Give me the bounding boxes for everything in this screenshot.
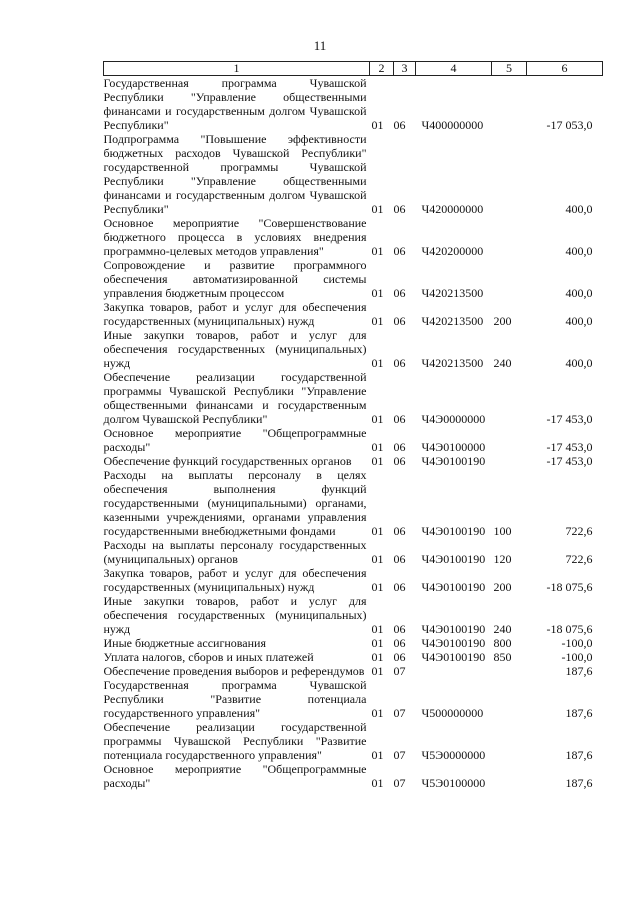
row-section: 01 bbox=[371, 580, 384, 594]
table-row bbox=[104, 258, 603, 300]
row-section: 01 bbox=[371, 524, 384, 538]
row-subsection: 07 bbox=[393, 748, 406, 762]
row-amount: 187,6 bbox=[565, 748, 593, 762]
row-section: 01 bbox=[371, 706, 384, 720]
row-target-article bbox=[416, 664, 492, 678]
row-subsection: 06 bbox=[393, 118, 406, 132]
row-amount: -17 453,0 bbox=[546, 412, 593, 426]
row-section: 01 bbox=[371, 202, 384, 216]
row-subsection: 06 bbox=[393, 356, 406, 370]
row-amount: 400,0 bbox=[565, 356, 593, 370]
row-subsection: 07 bbox=[393, 664, 406, 678]
row-section: 01 bbox=[371, 636, 384, 650]
page-number: 11 bbox=[313, 38, 327, 53]
row-amount: 187,6 bbox=[565, 776, 593, 790]
row-expense-type bbox=[492, 258, 527, 300]
row-target-article: Ч4Э0100190 bbox=[421, 580, 486, 594]
row-section: 01 bbox=[371, 650, 384, 664]
header-col-5: 5 bbox=[492, 62, 527, 76]
row-target-article: Ч420000000 bbox=[421, 202, 484, 216]
row-amount: -18 075,6 bbox=[546, 580, 593, 594]
row-section: 01 bbox=[371, 776, 384, 790]
table-row bbox=[104, 132, 603, 216]
table-row bbox=[104, 328, 603, 370]
row-target-article: Ч4Э0100190 bbox=[421, 524, 486, 538]
table-body bbox=[104, 76, 603, 791]
row-section: 01 bbox=[371, 356, 384, 370]
row-subsection: 06 bbox=[393, 314, 406, 328]
row-expense-type: 100 bbox=[493, 524, 512, 538]
row-subsection: 06 bbox=[393, 636, 406, 650]
row-name: Расходы на выплаты персоналу в целях обеспечения выполнения функций государственными (муниципальными) органами, казенными учреждениями, органами управления государственными внебюджетными фондами bbox=[103, 468, 367, 538]
row-amount: -17 453,0 bbox=[546, 454, 593, 468]
row-name: Обеспечение функций государственных органов bbox=[103, 454, 352, 468]
row-subsection: 06 bbox=[393, 552, 406, 566]
row-target-article: Ч5Э0100000 bbox=[421, 776, 486, 790]
row-subsection: 06 bbox=[393, 650, 406, 664]
row-target-article: Ч420213500 bbox=[421, 286, 484, 300]
row-name: Иные закупки товаров, работ и услуг для обеспечения государственных (муниципальных) нужд bbox=[103, 594, 367, 636]
table-row bbox=[104, 468, 603, 538]
row-subsection: 06 bbox=[393, 580, 406, 594]
table-row bbox=[104, 76, 603, 133]
header-col-2: 2 bbox=[370, 62, 394, 76]
header-col-1: 1 bbox=[104, 62, 370, 76]
row-section: 01 bbox=[371, 664, 384, 678]
row-target-article: Ч4Э0100190 bbox=[421, 636, 486, 650]
row-target-article: Ч4Э0100190 bbox=[421, 622, 486, 636]
row-section: 01 bbox=[371, 118, 384, 132]
row-amount: 400,0 bbox=[565, 286, 593, 300]
row-target-article: Ч4Э0000000 bbox=[421, 412, 486, 426]
row-target-article: Ч4Э0100190 bbox=[421, 650, 486, 664]
row-name: Основное мероприятие "Общепрограммные расходы" bbox=[103, 426, 367, 454]
row-amount: -18 075,6 bbox=[546, 622, 593, 636]
row-name: Основное мероприятие "Общепрограммные расходы" bbox=[103, 762, 367, 790]
row-amount: 400,0 bbox=[565, 202, 593, 216]
row-target-article: Ч4Э0100000 bbox=[421, 440, 486, 454]
row-name: Государственная программа Чувашской Республики "Развитие потенциала государственного управления" bbox=[103, 678, 367, 720]
row-target-article: Ч400000000 bbox=[421, 118, 484, 132]
row-expense-type: 200 bbox=[493, 580, 512, 594]
row-expense-type bbox=[492, 454, 527, 468]
row-expense-type: 850 bbox=[493, 650, 512, 664]
table-row bbox=[104, 216, 603, 258]
row-section: 01 bbox=[371, 412, 384, 426]
row-name: Уплата налогов, сборов и иных платежей bbox=[103, 650, 314, 664]
table-row bbox=[104, 720, 603, 762]
table-row bbox=[104, 664, 603, 678]
row-expense-type bbox=[492, 216, 527, 258]
row-target-article: Ч5Э0000000 bbox=[421, 748, 486, 762]
row-section: 01 bbox=[371, 314, 384, 328]
row-amount: 187,6 bbox=[565, 706, 593, 720]
row-section: 01 bbox=[371, 454, 384, 468]
table-row bbox=[104, 636, 603, 650]
row-section: 01 bbox=[371, 552, 384, 566]
row-expense-type bbox=[492, 76, 527, 133]
row-section: 01 bbox=[371, 244, 384, 258]
row-expense-type bbox=[492, 370, 527, 426]
table-row bbox=[104, 594, 603, 636]
row-subsection: 06 bbox=[393, 622, 406, 636]
row-subsection: 07 bbox=[393, 706, 406, 720]
table-header-row bbox=[104, 62, 603, 76]
row-name: Основное мероприятие "Совершенствование бюджетного процесса в условиях внедрения программно-целевых методов управления" bbox=[103, 216, 367, 258]
row-name: Закупка товаров, работ и услуг для обеспечения государственных (муниципальных) нужд bbox=[103, 300, 367, 328]
budget-table bbox=[103, 61, 603, 790]
row-expense-type bbox=[492, 762, 527, 790]
row-amount: -17 453,0 bbox=[546, 440, 593, 454]
table-row bbox=[104, 370, 603, 426]
row-amount: 187,6 bbox=[565, 664, 593, 678]
row-subsection: 06 bbox=[393, 412, 406, 426]
row-target-article: Ч4Э0100190 bbox=[421, 552, 486, 566]
row-section: 01 bbox=[371, 440, 384, 454]
row-amount: 722,6 bbox=[565, 524, 593, 538]
row-expense-type bbox=[492, 426, 527, 454]
header-col-3: 3 bbox=[394, 62, 416, 76]
table-row bbox=[104, 762, 603, 790]
row-target-article: Ч420213500 bbox=[421, 314, 484, 328]
header-col-6: 6 bbox=[527, 62, 603, 76]
row-subsection: 06 bbox=[393, 454, 406, 468]
row-section: 01 bbox=[371, 286, 384, 300]
table-row bbox=[104, 538, 603, 566]
row-amount: -17 053,0 bbox=[546, 118, 593, 132]
row-name: Обеспечение реализации государственной программы Чувашской Республики "Развитие потенциала государственного управления" bbox=[103, 720, 367, 762]
row-section: 01 bbox=[371, 622, 384, 636]
row-subsection: 06 bbox=[393, 440, 406, 454]
table-row bbox=[104, 566, 603, 594]
table-row bbox=[104, 650, 603, 664]
row-amount: -100,0 bbox=[561, 650, 593, 664]
row-name: Расходы на выплаты персоналу государственных (муниципальных) органов bbox=[103, 538, 367, 566]
row-subsection: 06 bbox=[393, 202, 406, 216]
row-expense-type bbox=[492, 664, 527, 678]
row-expense-type bbox=[492, 720, 527, 762]
row-expense-type: 200 bbox=[493, 314, 512, 328]
row-name: Закупка товаров, работ и услуг для обеспечения государственных (муниципальных) нужд bbox=[103, 566, 367, 594]
row-expense-type bbox=[492, 132, 527, 216]
row-name: Подпрограмма "Повышение эффективности бюджетных расходов Чувашской Республики" государственной программы Чувашской Республики "Управление общественными финансами и государственным долгом Чувашской Республики" bbox=[103, 132, 367, 216]
table-row bbox=[104, 678, 603, 720]
row-amount: 722,6 bbox=[565, 552, 593, 566]
table-row bbox=[104, 454, 603, 468]
row-expense-type: 800 bbox=[493, 636, 512, 650]
row-target-article: Ч420213500 bbox=[421, 356, 484, 370]
row-name: Обеспечение проведения выборов и референдумов bbox=[103, 664, 365, 678]
row-subsection: 07 bbox=[393, 776, 406, 790]
row-target-article: Ч4Э0100190 bbox=[421, 454, 486, 468]
row-expense-type: 240 bbox=[493, 356, 512, 370]
table-row bbox=[104, 426, 603, 454]
row-target-article: Ч420200000 bbox=[421, 244, 484, 258]
row-name: Иные закупки товаров, работ и услуг для обеспечения государственных (муниципальных) нужд bbox=[103, 328, 367, 370]
row-name: Сопровождение и развитие программного обеспечения автоматизированной системы управления бюджетным процессом bbox=[103, 258, 367, 300]
row-name: Обеспечение реализации государственной программы Чувашской Республики "Управление общественными финансами и государственным долгом Чувашской Республики" bbox=[103, 370, 367, 426]
row-name: Государственная программа Чувашской Республики "Управление общественными финансами и государственным долгом Чувашской Республики" bbox=[103, 76, 367, 132]
row-subsection: 06 bbox=[393, 524, 406, 538]
table-row bbox=[104, 300, 603, 328]
row-target-article: Ч500000000 bbox=[421, 706, 484, 720]
row-expense-type: 240 bbox=[493, 622, 512, 636]
row-name: Иные бюджетные ассигнования bbox=[103, 636, 266, 650]
row-amount: 400,0 bbox=[565, 314, 593, 328]
row-expense-type: 120 bbox=[493, 552, 512, 566]
row-subsection: 06 bbox=[393, 286, 406, 300]
header-col-4: 4 bbox=[416, 62, 492, 76]
row-expense-type bbox=[492, 678, 527, 720]
row-section: 01 bbox=[371, 748, 384, 762]
row-amount: 400,0 bbox=[565, 244, 593, 258]
row-subsection: 06 bbox=[393, 244, 406, 258]
row-amount: -100,0 bbox=[561, 636, 593, 650]
